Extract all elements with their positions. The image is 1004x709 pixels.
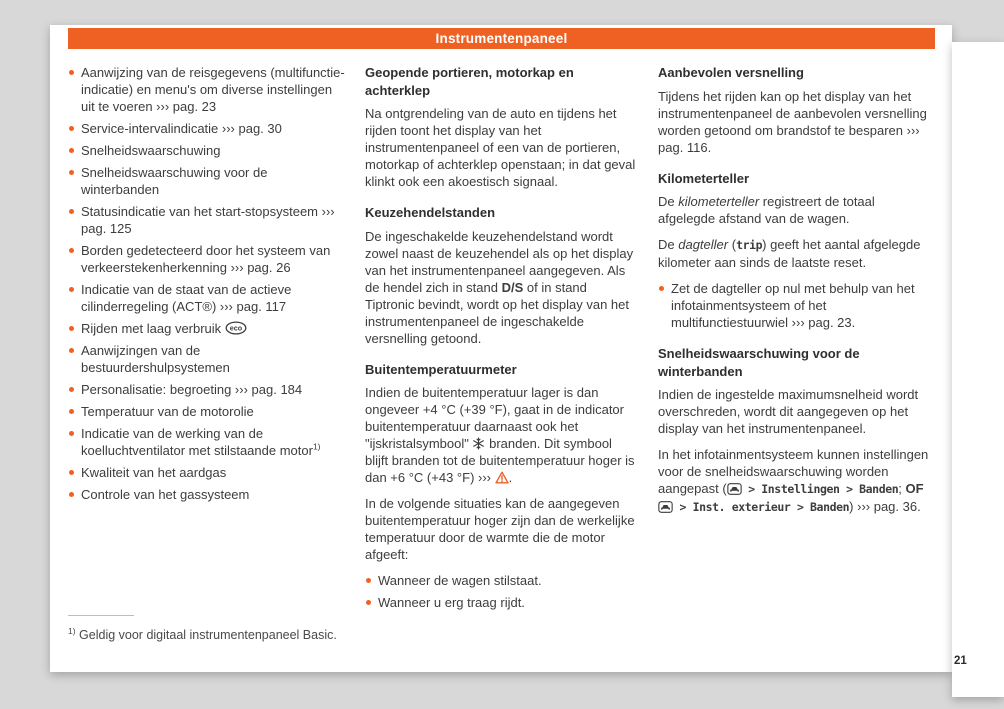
styled-text-run: dagteller [678, 237, 729, 252]
bullet-item [68, 381, 348, 398]
page-title: Instrumentenpaneel [435, 31, 568, 46]
section-heading: Geopende portieren, motorkap en achterklep [365, 65, 574, 98]
warning-icon [495, 471, 509, 484]
next-page-sliver [952, 42, 1004, 697]
eco-icon [225, 321, 247, 335]
paragraph [658, 446, 935, 516]
bullet-icon [366, 578, 371, 583]
text-run: Wanneer u erg traag rijdt. [378, 595, 525, 610]
bullet-text [81, 382, 302, 397]
column-middle [365, 64, 638, 616]
bullet-text [378, 573, 542, 588]
bullet-item [68, 425, 348, 459]
text-run: Indicatie van de werking van de koelluchtventilator met stilstaande motor [81, 426, 313, 458]
footnote-text-line [68, 627, 388, 643]
text-run: Aanwijzing van de reisgegevens (multifunctie-indicatie) en menu's om diverse instellingen uit te voeren ››› pag. 23 [81, 65, 345, 114]
text-run: branden. Dit symbool blijft branden tot de buitentemperatuur hoger is dan +6 °C (+43 °F) ››› [365, 436, 635, 485]
bullet-icon [69, 387, 74, 392]
bullet-text [81, 65, 345, 114]
car-menu-icon [727, 483, 742, 495]
text-run: De [658, 194, 679, 209]
text-run: Indicatie van de staat van de actieve cilinderregeling (ACT®) ››› pag. 117 [81, 282, 292, 314]
bullet-text [81, 165, 267, 197]
styled-text-run: trip [736, 238, 763, 252]
footnote [68, 615, 388, 643]
bullet-item [68, 203, 348, 237]
paragraph [658, 386, 935, 437]
text-run: De [658, 237, 679, 252]
bullet-item [68, 142, 348, 159]
text-run: registreert de totaal afgelegde afstand van de wagen. [658, 194, 875, 226]
bullet-text [81, 204, 335, 236]
bullet-item [68, 486, 348, 503]
bullet-text [81, 487, 249, 502]
text-run: Borden gedetecteerd door het systeem van verkeerstekenherkenning ››› pag. 26 [81, 243, 331, 275]
text-run: Snelheidswaarschuwing voor de winterbanden [81, 165, 268, 197]
text-run: Indien de ingestelde maximumsnelheid wordt overschreden, wordt dit aangegeven op het display van het instrumentenpaneel. [658, 387, 919, 436]
column-right [658, 64, 935, 525]
styled-text-run: D/S [501, 279, 524, 295]
section-heading: Keuzehendelstanden [365, 205, 496, 220]
text-run: Zet de dagteller op nul met behulp van het infotainmentsysteem of het multifunctiestuurwiel ››› pag. 23. [671, 281, 915, 330]
bullet-text [378, 595, 525, 610]
bullet-item [365, 594, 638, 611]
bullet-icon [69, 148, 74, 153]
bullet-item [68, 164, 348, 198]
bullet-icon [69, 170, 74, 175]
bullet-item [68, 342, 348, 376]
bullet-text [81, 121, 282, 136]
styled-text-run: > [673, 500, 693, 514]
bullet-icon [69, 209, 74, 214]
svg-text:eco: eco [229, 323, 242, 333]
text-run: Service-intervalindicatie ››› pag. 30 [81, 121, 282, 136]
text-run: Tijdens het rijden kan op het display van het instrumentenpaneel de aanbevolen versnelling worden getoond om brandstof te besparen ››› pag. 116. [658, 88, 927, 155]
styled-text-run: Inst. exterieur [692, 500, 791, 514]
bullet-item [365, 572, 638, 589]
bullet-icon [69, 409, 74, 414]
section-heading: Snelheidswaarschuwing voor de winterbanden [658, 346, 860, 379]
styled-text-run: kilometerteller [678, 194, 760, 209]
paragraph [658, 236, 935, 271]
paragraph [365, 384, 638, 486]
paragraph [658, 193, 935, 227]
footnote-reference: 1) [312, 441, 321, 452]
bullet-item [68, 120, 348, 137]
styled-text-run: Instellingen [761, 482, 840, 496]
page-number: 21 [954, 655, 967, 667]
text-run: ) geeft het aantal afgelegde kilometer aan sinds de laatste reset. [658, 237, 921, 270]
paragraph [365, 228, 638, 347]
bullet-icon [69, 348, 74, 353]
footnote-text: Geldig voor digitaal instrumentenpaneel Basic. [79, 628, 337, 642]
bullet-text [81, 426, 321, 458]
bullet-icon [69, 126, 74, 131]
text-run: Na ontgrendeling van de auto en tijdens het rijden toont het display van het instrumentenpaneel of een van de portieren, motorkap of achterklep openstaan; in dat geval klinkt ook een akoestisch signaal. [365, 106, 636, 189]
styled-text-run: > [790, 500, 811, 514]
text-run: In de volgende situaties kan de aangegeven buitentemperatuur hoger zijn dan de werkelijke temperatuur door de warmte die de motor afgeeft: [365, 496, 635, 562]
bullet-icon [69, 470, 74, 475]
paragraph [365, 105, 638, 190]
text-run: In het infotainmentsysteem kunnen instellingen voor de snelheidswaarschuwing worden aangepast ( [658, 447, 929, 496]
footnote-divider [68, 615, 134, 616]
text-run: Controle van het gassysteem [81, 487, 250, 502]
snowflake-icon [472, 437, 485, 450]
bullet-item [68, 403, 348, 420]
text-run: ; [898, 481, 906, 496]
text-run: Personalisatie: begroeting ››› pag. 184 [81, 382, 303, 397]
bullet-icon [69, 326, 74, 331]
bullet-icon [366, 600, 371, 605]
bullet-icon [659, 286, 664, 291]
page-header-bar [68, 28, 935, 49]
bullet-icon [69, 431, 74, 436]
text-run: Rijden met laag verbruik [81, 321, 225, 336]
text-run: Aanwijzingen van de bestuurdershulpsystemen [81, 343, 230, 375]
styled-text-run: OF [905, 481, 924, 496]
text-run: Snelheidswaarschuwing [81, 143, 221, 158]
bullet-item [68, 64, 348, 115]
bullet-item [68, 242, 348, 276]
bullet-icon [69, 70, 74, 75]
manual-page [50, 25, 952, 672]
text-run: Temperatuur van de motorolie [81, 404, 254, 419]
bullet-text [671, 281, 915, 330]
paragraph [658, 88, 935, 156]
text-run: ) ››› pag. 36. [849, 499, 921, 514]
bullet-item [68, 464, 348, 481]
text-run: Indien de buitentemperatuur lager is dan ongeveer +4 °C (+39 °F), gaat in de indicator buitentemperatuur daarnaast ook het "ijskristalsymbool" [365, 385, 624, 451]
car-menu-icon [658, 501, 673, 513]
text-run: . [508, 470, 513, 485]
bullet-text [81, 321, 247, 336]
text-run: ( [728, 237, 737, 252]
bullet-item [658, 280, 935, 331]
text-run: Wanneer de wagen stilstaat. [378, 573, 542, 588]
styled-text-run: Banden [859, 482, 899, 496]
bullet-icon [69, 492, 74, 497]
bullet-icon [69, 248, 74, 253]
text-run: De ingeschakelde keuzehendelstand wordt zowel naast de keuzehendel als op het display van het instrumentenpaneel aangegeven. Als de hendel zich in stand [365, 228, 634, 295]
bullet-text [81, 143, 220, 158]
bullet-icon [69, 287, 74, 292]
bullet-text [81, 282, 291, 314]
bullet-text [81, 343, 230, 375]
bullet-item [68, 281, 348, 315]
section-heading: Buitentemperatuurmeter [365, 361, 517, 377]
column-left [68, 64, 348, 508]
bullet-text [81, 465, 226, 480]
paragraph [365, 495, 638, 563]
text-run: Statusindicatie van het start-stopsysteem ››› pag. 125 [81, 204, 335, 236]
text-run: Kwaliteit van het aardgas [81, 465, 227, 480]
section-heading: Kilometerteller [658, 170, 750, 186]
styled-text-run: > [741, 482, 762, 496]
bullet-item [68, 320, 348, 337]
bullet-text [81, 404, 254, 419]
styled-text-run: Banden [810, 500, 850, 514]
text-run: of in stand Tiptronic bevindt, wordt op het display van het instrumentenpaneel de ingeschakelde versnelling getoond. [365, 279, 629, 346]
footnote-marker: 1) [68, 625, 76, 636]
bullet-text [81, 243, 330, 275]
styled-text-run: > [839, 482, 860, 496]
section-heading: Aanbevolen versnelling [658, 65, 804, 80]
